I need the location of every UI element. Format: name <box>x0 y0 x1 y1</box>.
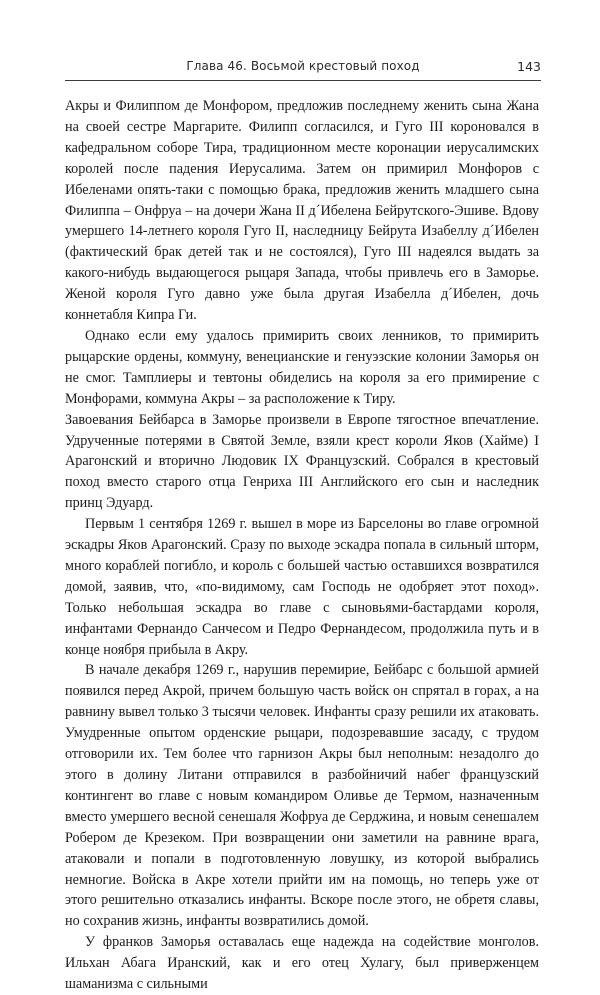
paragraph: У франков Заморья оставалась еще надежда на содействие монголов. Ильхан Абага Иранский, как и его отец Хулагу, был приверженцем шаманизма с сильными <box>65 934 539 993</box>
paragraph: Однако если ему удалось примирить своих ленников, то примирить рыцарские ордены, коммуну, венецианские и генуэзские колонии Заморья он не смог. Тамплиеры и тевтоны обиделись на короля за его примирение с Монфорами, коммуна Акры – за расположение к Тиру. <box>65 327 539 407</box>
paragraph: Завоевания Бейбарса в Заморье произвели в Европе тягостное впечатление. Удрученные потерями в Святой Земле, взяли крест короли Яков (Хайме) I Арагонский и вторично Людовик IX Французский. Собрался в крестовый поход вместо старого отца Генриха III Английского его сын и наследник принц Эдуард. <box>65 411 539 512</box>
running-title: Глава 46. Восьмой крестовый поход <box>186 59 420 73</box>
paragraph: В начале декабря 1269 г., нарушив перемирие, Бейбарс с большой армией появился перед Акрой, причем большую часть войск он спрятал в горах, а на равнину вывел только 3 тысячи человек. Инфанты сразу решили их атаковать. Умудренные опытом орденские рыцари, подозревавшие засаду, с трудом отговорили их. Тем более что гарнизон Акры был неполным: незадолго до этого в долину Литани отправился в разбойничий набег французский контингент во главе с новым командиром Оливье де Термом, назначенным вместо умершего весной сенешаля Жофруа де Серджина, и новым сенешалем Робером де Крезеком. При возвращении они заметили на равнине врага, атаковали и попали в подготовленную ловушку, из которой выбрались немногие. Войска в Акре хотели прийти им на помощь, но теперь уже от этого решительно отказались инфанты. Вскоре после этого, не обретя славы, но сохранив жизнь, инфанты возвратились домой. <box>65 662 539 930</box>
paragraph: Акры и Филиппом де Монфором, предложив последнему женить сына Жана на своей сестре Маргарите. Филипп согласился, и Гуго III короновался в кафедральном соборе Тира, традиционном месте коронации иерусалимских королей после падения Иерусалима. Затем он примирил Монфоров с Ибеленами опять-таки с помощью брака, предложив женить младшего сына Филиппа – Онфруа – на дочери Жана II д´Ибелена Бейрутского-Эшиве. Вдову умершего 14-летнего короля Гуго II, наследницу Бейрута Изабеллу д´Ибелен (фактический брак детей так и не состоялся), Гуго III надеялся выдать за какого-нибудь выдающегося рыцаря Запада, чтобы привлечь его в Заморье. Женой короля Гуго давно уже была другая Изабелла д´Ибелен, дочь коннетабля Кипра Ги. <box>65 98 539 324</box>
page-header <box>65 0 541 74</box>
header-rule <box>65 80 541 81</box>
body-text <box>65 96 539 995</box>
page-number: 143 <box>517 59 541 74</box>
paragraph: Первым 1 сентября 1269 г. вышел в море из Барселоны во главе огромной эскадры Яков Арагонский. Сразу по выходе эскадра попала в сильный шторм, много кораблей погибло, и король с большей частью оставшихся возвратился домой, заявив, что, «по-видимому, сам Господь не одобряет этот поход». Только небольшая эскадра во главе с сыновьями-бастардами короля, инфантами Фернандо Санчесом и Педро Фернандесом, продолжила путь и в конце ноября прибыла в Акру. <box>65 516 539 658</box>
